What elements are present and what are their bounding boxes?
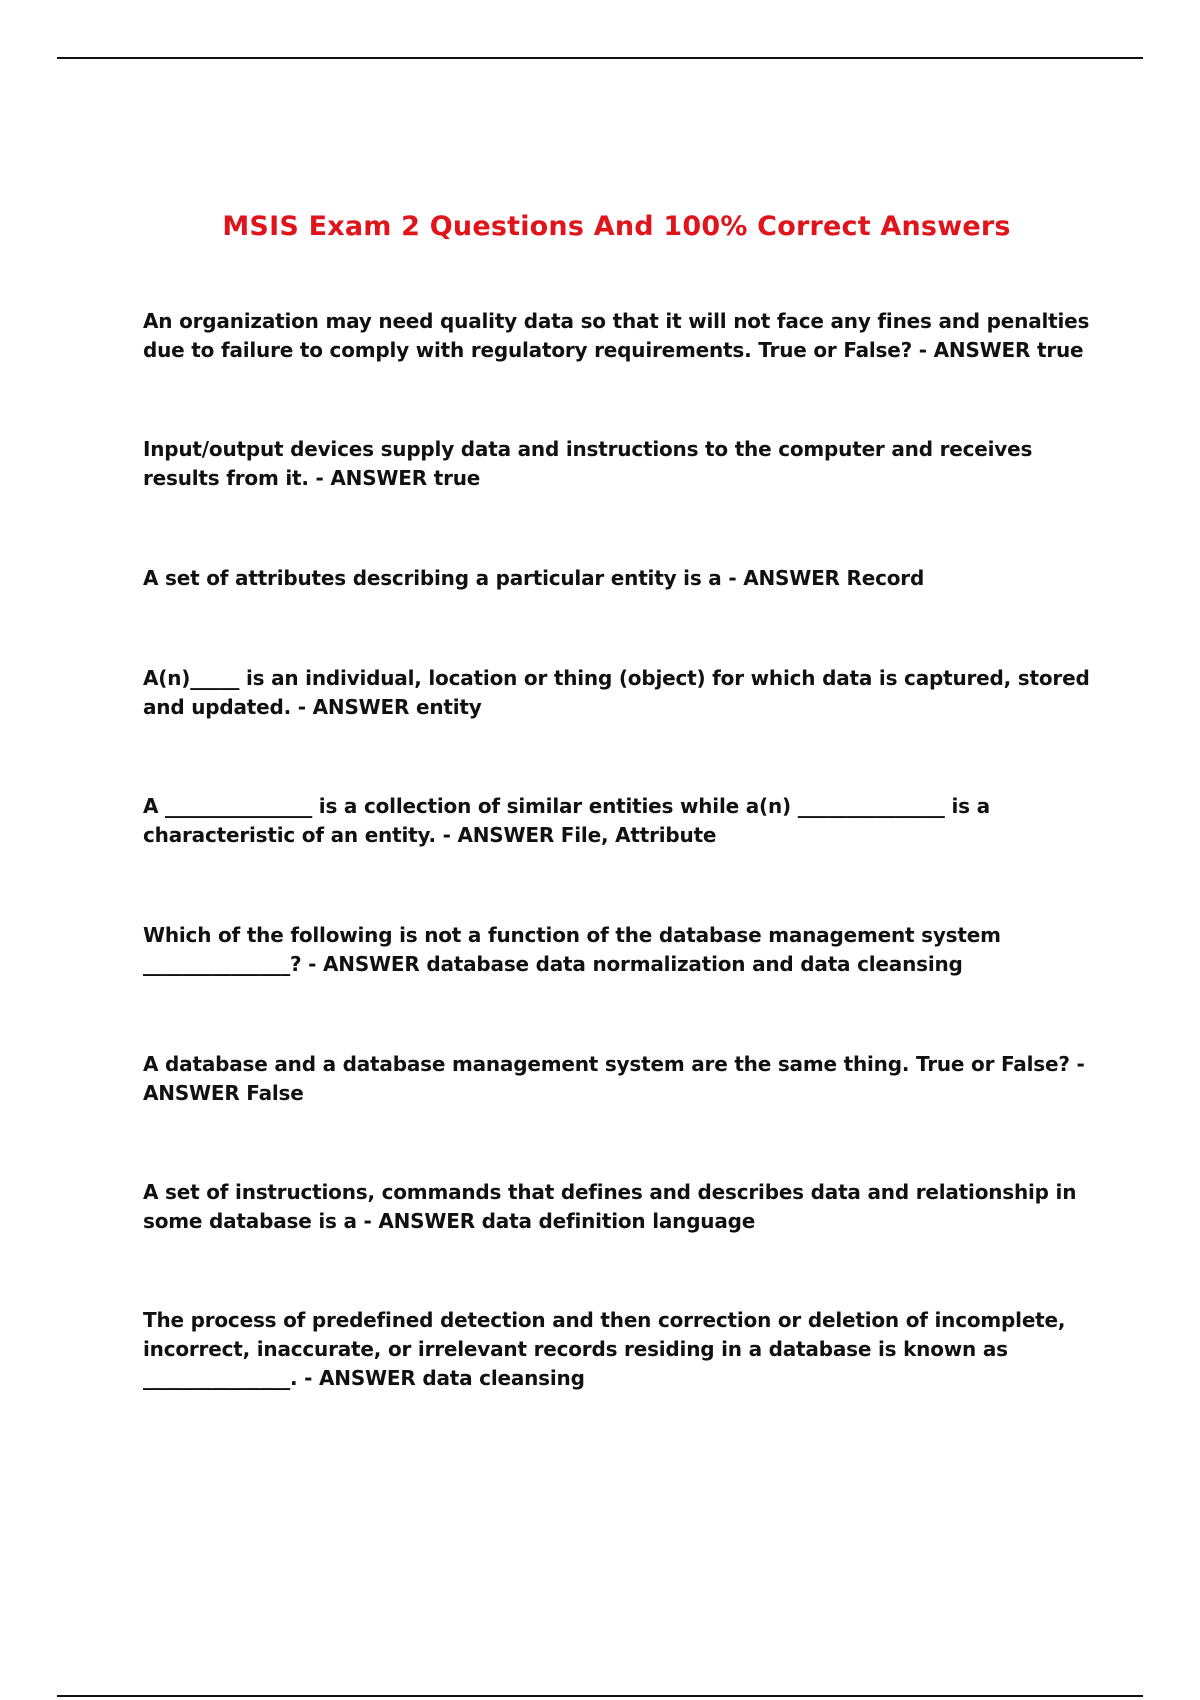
qa-item-1: An organization may need quality data so that it will not face any fines and penalties due to failure to comply with regulatory requirements. True or False? - ANSWER true xyxy=(143,309,1090,362)
qa-item-5: A _______________ is a collection of similar entities while a(n) _______________ is a characteristic of an entity. - ANSWER File, Attribute xyxy=(143,794,990,847)
qa-item-6: Which of the following is not a function of the database management system _______________? - ANSWER database data normalization and data cleansing xyxy=(143,923,1001,976)
qa-item-3: A set of attributes describing a particular entity is a - ANSWER Record xyxy=(143,566,925,590)
qa-item-7: A database and a database management system are the same thing. True or False? - ANSWER False xyxy=(143,1052,1085,1105)
qa-item-4: A(n)_____ is an individual, location or thing (object) for which data is captured, stored and updated. - ANSWER entity xyxy=(143,666,1090,719)
footer-rule xyxy=(57,1695,1143,1697)
document-title: MSIS Exam 2 Questions And 100% Correct Answers xyxy=(222,211,1011,243)
qa-item-8: A set of instructions, commands that defines and describes data and relationship in some database is a - ANSWER data definition language xyxy=(143,1180,1077,1233)
qa-item-9: The process of predefined detection and then correction or deletion of incomplete, incorrect, inaccurate, or irrelevant records residing in a database is known as _______________. - ANSWER data cleansing xyxy=(143,1308,1066,1390)
qa-item-2: Input/output devices supply data and instructions to the computer and receives results from it. - ANSWER true xyxy=(143,437,1033,490)
header-rule xyxy=(57,57,1143,59)
